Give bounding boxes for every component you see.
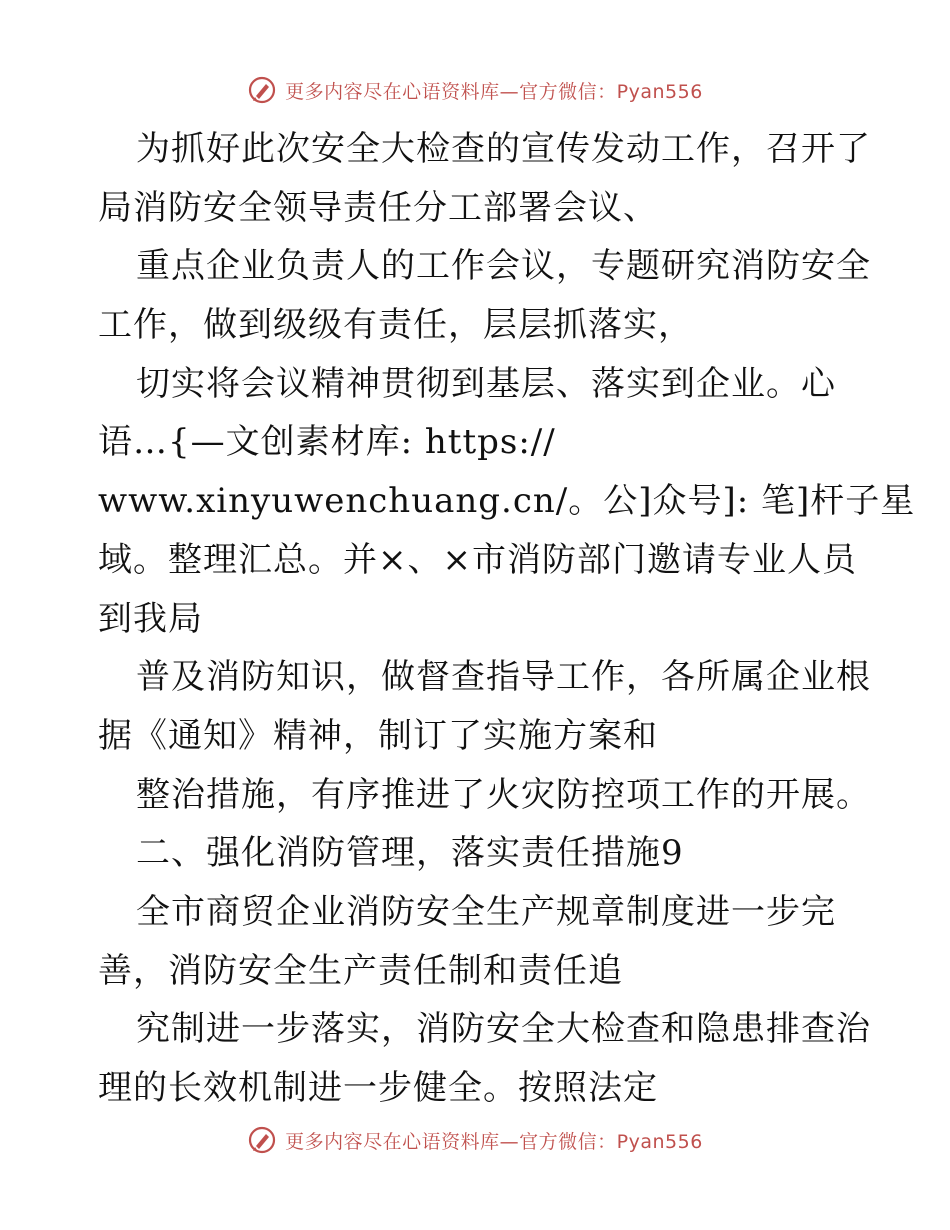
body-line: 重点企业负责人的工作会议，专题研究消防安全: [136, 246, 871, 287]
body-line: 理的长效机制进一步健全。按照法定: [98, 1068, 658, 1108]
body-line: 善，消防安全生产责任制和责任追: [98, 950, 623, 991]
body-line: 工作，做到级级有责任，层层抓落实，: [98, 305, 693, 346]
footer-watermark: [0, 1120, 950, 1160]
body-line: 普及消防知识，做督查指导工作，各所属企业根: [136, 657, 871, 698]
header-watermark: [0, 70, 950, 110]
footer-watermark-text: 更多内容尽在心语资料库—官方微信：Pyan556: [285, 1130, 703, 1153]
body-line: 到我局: [98, 598, 203, 639]
pen-in-circle-icon: [247, 1125, 277, 1155]
body-line: 切实将会议精神贯彻到基层、落实到企业。心: [136, 363, 836, 404]
body-line: 究制进一步落实，消防安全大检查和隐患排查治: [136, 1009, 871, 1050]
body-line: 全市商贸企业消防安全生产规章制度进一步完: [136, 891, 836, 932]
body-line: 为抓好此次安全大检查的宣传发动工作，召开了: [136, 129, 871, 169]
body-line: 据《通知》精神，制订了实施方案和: [98, 715, 658, 756]
body-line: 语…{—文创素材库: https://: [98, 422, 556, 463]
document-body: [98, 120, 916, 1118]
body-line: 整治措施，有序推进了火灾防控项工作的开展。: [136, 774, 871, 815]
section-heading: 二、强化消防管理，落实责任措施9: [136, 833, 684, 874]
body-line: 域。整理汇总。并×、×市消防部门邀请专业人员: [98, 539, 857, 580]
body-line: www.xinyuwenchuang.cn/。公]众号]: 笔]杆子星: [98, 481, 916, 522]
body-line: 局消防安全领导责任分工部署会议、: [98, 187, 658, 228]
pen-in-circle-icon: [247, 75, 277, 105]
header-watermark-text: 更多内容尽在心语资料库—官方微信：Pyan556: [285, 80, 703, 103]
